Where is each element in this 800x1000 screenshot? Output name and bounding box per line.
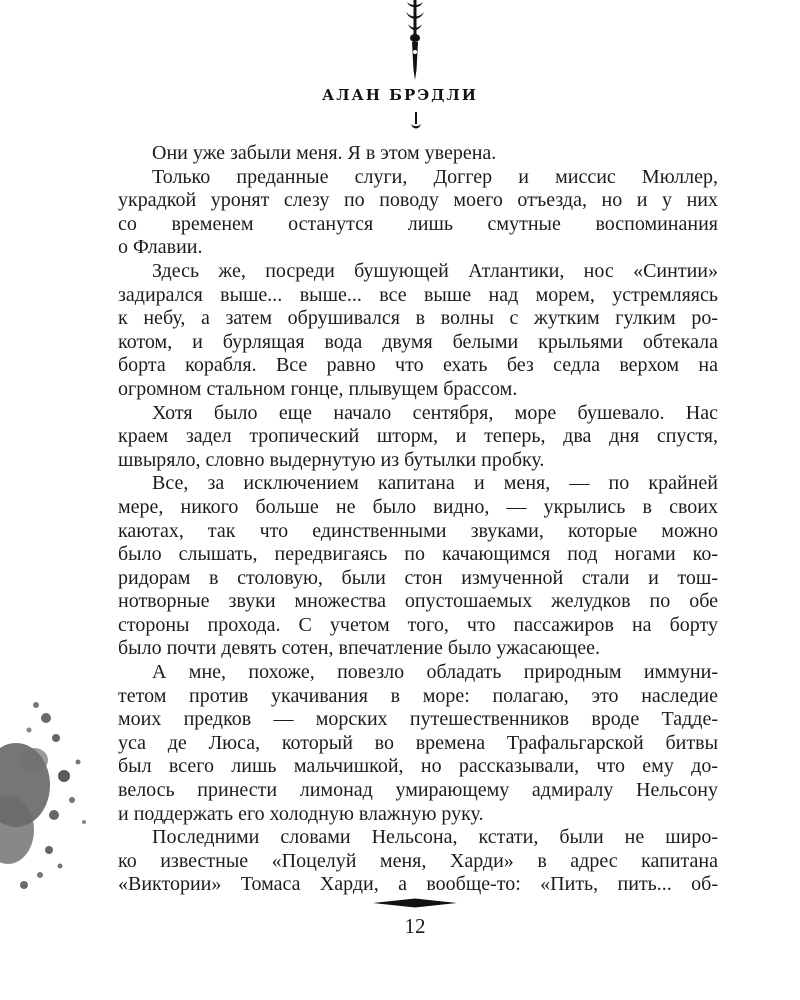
diamond-rule-icon	[373, 898, 457, 908]
text-line: мере, никого больше не было видно, — укрылись в своих	[118, 495, 718, 518]
small-flourish-icon	[409, 112, 423, 132]
text-line: стороны прохода. С учетом того, что пассажиров на борту	[118, 613, 718, 636]
text-line: А мне, похоже, повезло обладать природным иммуни-	[152, 661, 718, 684]
text-line: задирался выше... выше... все выше над морем, устремляясь	[118, 283, 718, 306]
text-line: огромном стальном гонце, плывущем брассом.	[118, 377, 518, 400]
text-line: о Флавии.	[118, 236, 203, 259]
hanging-ornament-icon	[398, 0, 432, 82]
text-line: каютах, так что единственными звуками, которые можно	[118, 519, 718, 542]
text-line: моих предков — морских путешественников вроде Тадде-	[118, 708, 718, 731]
text-line: со временем останутся лишь смутные воспоминания	[118, 212, 718, 235]
text-line: к небу, а затем обрушивался в волны с жутким гулким ро-	[118, 307, 718, 330]
text-line: Все, за исключением капитана и меня, — по крайней	[152, 472, 718, 495]
running-head: АЛАН БРЭДЛИ	[322, 86, 478, 104]
text-line: борта корабля. Все равно что ехать без седла верхом на	[118, 354, 718, 377]
text-line: Последними словами Нельсона, кстати, были не широ-	[152, 826, 718, 849]
text-line: котом, и бурлящая вода двумя белыми крыльями обтекала	[118, 330, 718, 353]
text-line: тетом против укачивания в море: полагаю, это наследие	[118, 684, 718, 707]
page-number: 12	[404, 914, 426, 938]
text-line: был всего лишь мальчишкой, но рассказывали, что ему до-	[118, 755, 718, 778]
text-line: нотворные звуки множества опустошаемых желудков по обе	[118, 590, 718, 613]
text-line: и поддержать его холодную влажную руку.	[118, 802, 484, 825]
text-line: было почти девять сотен, впечатление было ужасающее.	[118, 637, 600, 660]
text-line: краем задел тропический шторм, и теперь, два дня спустя,	[118, 425, 718, 448]
text-line: уса де Люса, который во времена Трафальгарской битвы	[118, 731, 718, 754]
text-line: ко известные «Поцелуй меня, Харди» в адрес капитана	[118, 849, 718, 872]
text-line: «Виктории» Томаса Харди, а вообще-то: «Пить, пить... об-	[118, 873, 718, 896]
text-line: ридорам в столовую, были стон измученной стали и тош-	[118, 566, 718, 589]
text-line: швыряло, словно выдернутую из бутылки пробку.	[118, 448, 545, 471]
ink-blot-icon	[0, 690, 104, 900]
body-text	[118, 142, 718, 897]
text-line: украдкой уронят слезу по поводу моего отъезда, но и у них	[118, 189, 718, 212]
text-line: было слышать, передвигаясь по качающимся под ногами ко-	[118, 543, 718, 566]
text-line: Здесь же, посреди бушующей Атлантики, нос «Синтии»	[152, 259, 718, 282]
text-line: Они уже забыли меня. Я в этом уверена.	[152, 142, 497, 164]
text-line: Хотя было еще начало сентября, море бушевало. Нас	[152, 401, 718, 424]
text-line: велось принести лимонад умирающему адмиралу Нельсону	[118, 779, 718, 802]
text-line: Только преданные слуги, Доггер и миссис Мюллер,	[152, 165, 718, 188]
